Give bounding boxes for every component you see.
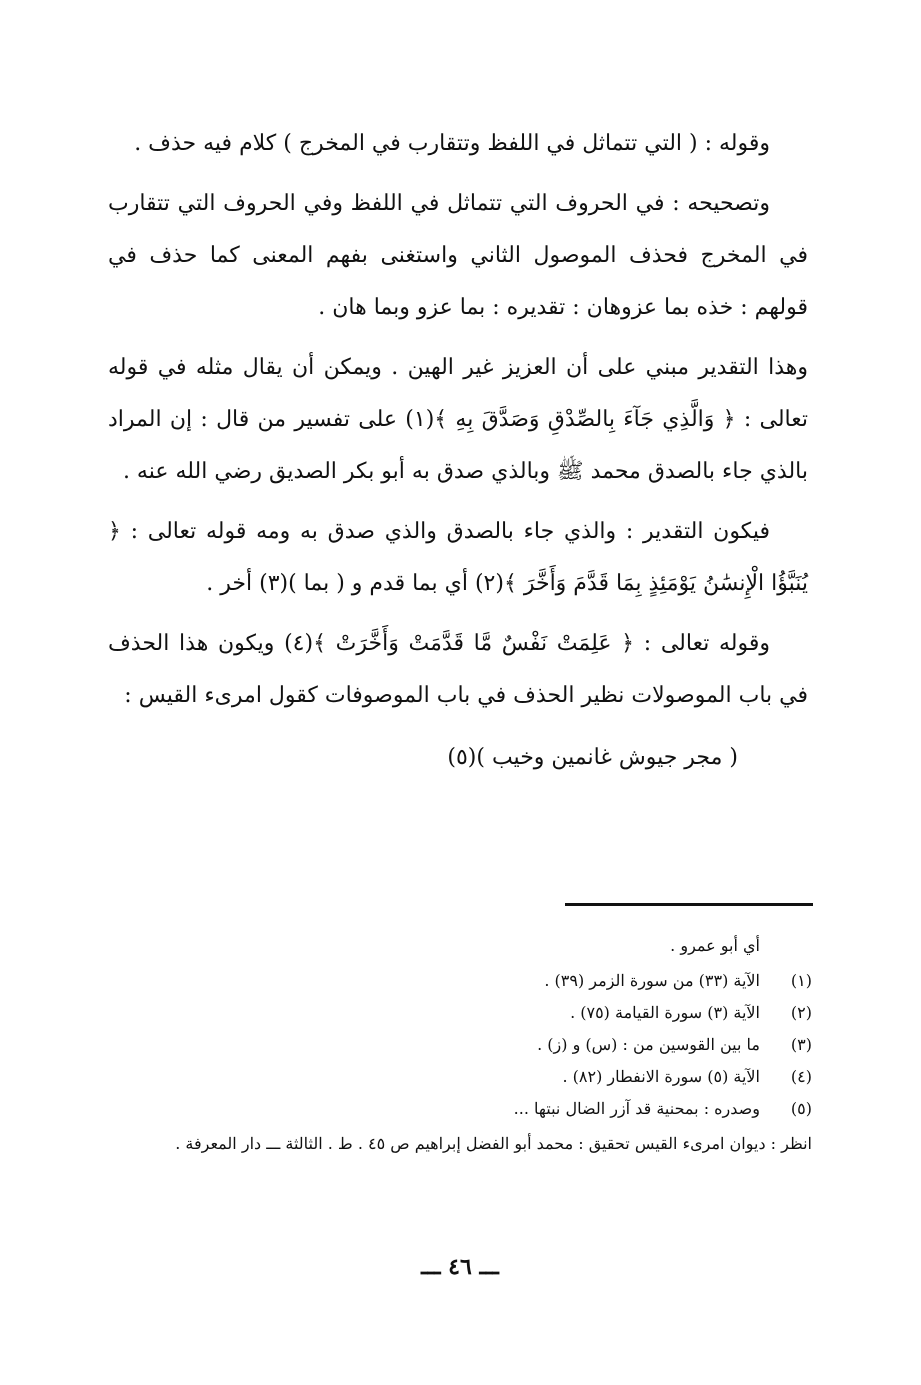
footnote-number: (١) xyxy=(790,971,812,990)
footnote-text: الآية (٣٣) من سورة الزمر (٣٩) . xyxy=(544,971,760,990)
footnote-2 xyxy=(108,999,812,1026)
footnote-number: (٥) xyxy=(790,1099,812,1118)
footnote-text: الآية (٣) سورة القيامة (٧٥) . xyxy=(570,1003,760,1022)
footnote-source: انظر : ديوان امرىء القيس تحقيق : محمد أبو الفضل إبراهيم ص ٤٥ . ط . الثالثة ـــ دار المعرفة . xyxy=(175,1134,812,1153)
footnote-separator xyxy=(565,903,813,906)
footnote-intro: أي أبو عمرو . xyxy=(670,936,760,955)
paragraph-3: وهذا التقدير مبني على أن العزيز غير الهين . ويمكن أن يقال مثله في قوله تعالى : ﴿ وَالَّذِي جَآءَ بِالصِّدْقِ وَصَدَّقَ بِهِ ﴾(١) على تفسير من قال : إن المراد بالذي جاء بالصدق محمد ﷺ وبالذي صدق به أبو بكر الصديق رضي الله عنه . xyxy=(108,355,808,484)
paragraph-2: وتصحيحه : في الحروف التي تتماثل في اللفظ وفي الحروف التي تتقارب في المخرج فحذف الموصول الثاني واستغنى بفهم المعنى كما حذف في قولهم : خذه بما عزوهان : تقديره : بما عزو وبما هان . xyxy=(108,191,808,320)
main-text xyxy=(108,118,808,784)
page-number: ـــ ٤٦ ـــ xyxy=(421,1254,499,1280)
footnote-4 xyxy=(108,1063,812,1090)
footnote-text: وصدره : بمحنية قد آزر الضال نبتها ... xyxy=(513,1099,760,1118)
footnote-number: (٣) xyxy=(790,1035,812,1054)
paragraph-5: وقوله تعالى : ﴿ عَلِمَتْ نَفْسٌ مَّا قَدَّمَتْ وَأَخَّرَتْ ﴾(٤) ويكون هذا الحذف في باب الموصولات نظير الحذف في باب الموصوفات كقول امرىء القيس : xyxy=(108,631,808,708)
footnotes xyxy=(108,932,812,1161)
poetry-verse: ( مجر جيوش غانمين وخيب )(٥) xyxy=(447,745,738,770)
footnote-3 xyxy=(108,1031,812,1058)
footnote-1 xyxy=(108,967,812,994)
paragraph-4: فيكون التقدير : والذي جاء بالصدق والذي صدق به ومه قوله تعالى : ﴿ يُنَبَّؤُا الْإِنسَٰنُ يَوْمَئِذٍ بِمَا قَدَّمَ وَأَخَّرَ ﴾(٢) أي بما قدم و ( بما )(٣) أخر . xyxy=(108,519,808,596)
footnote-number: (٤) xyxy=(790,1067,812,1086)
footnote-text: ما بين القوسين من : (س) و (ز) . xyxy=(537,1035,760,1054)
footnote-number: (٢) xyxy=(790,1003,812,1022)
footnote-5 xyxy=(108,1095,812,1122)
paragraph-1: وقوله : ( التي تتماثل في اللفظ وتتقارب في المخرج ) كلام فيه حذف . xyxy=(134,131,770,156)
footnote-text: الآية (٥) سورة الانفطار (٨٢) . xyxy=(562,1067,760,1086)
